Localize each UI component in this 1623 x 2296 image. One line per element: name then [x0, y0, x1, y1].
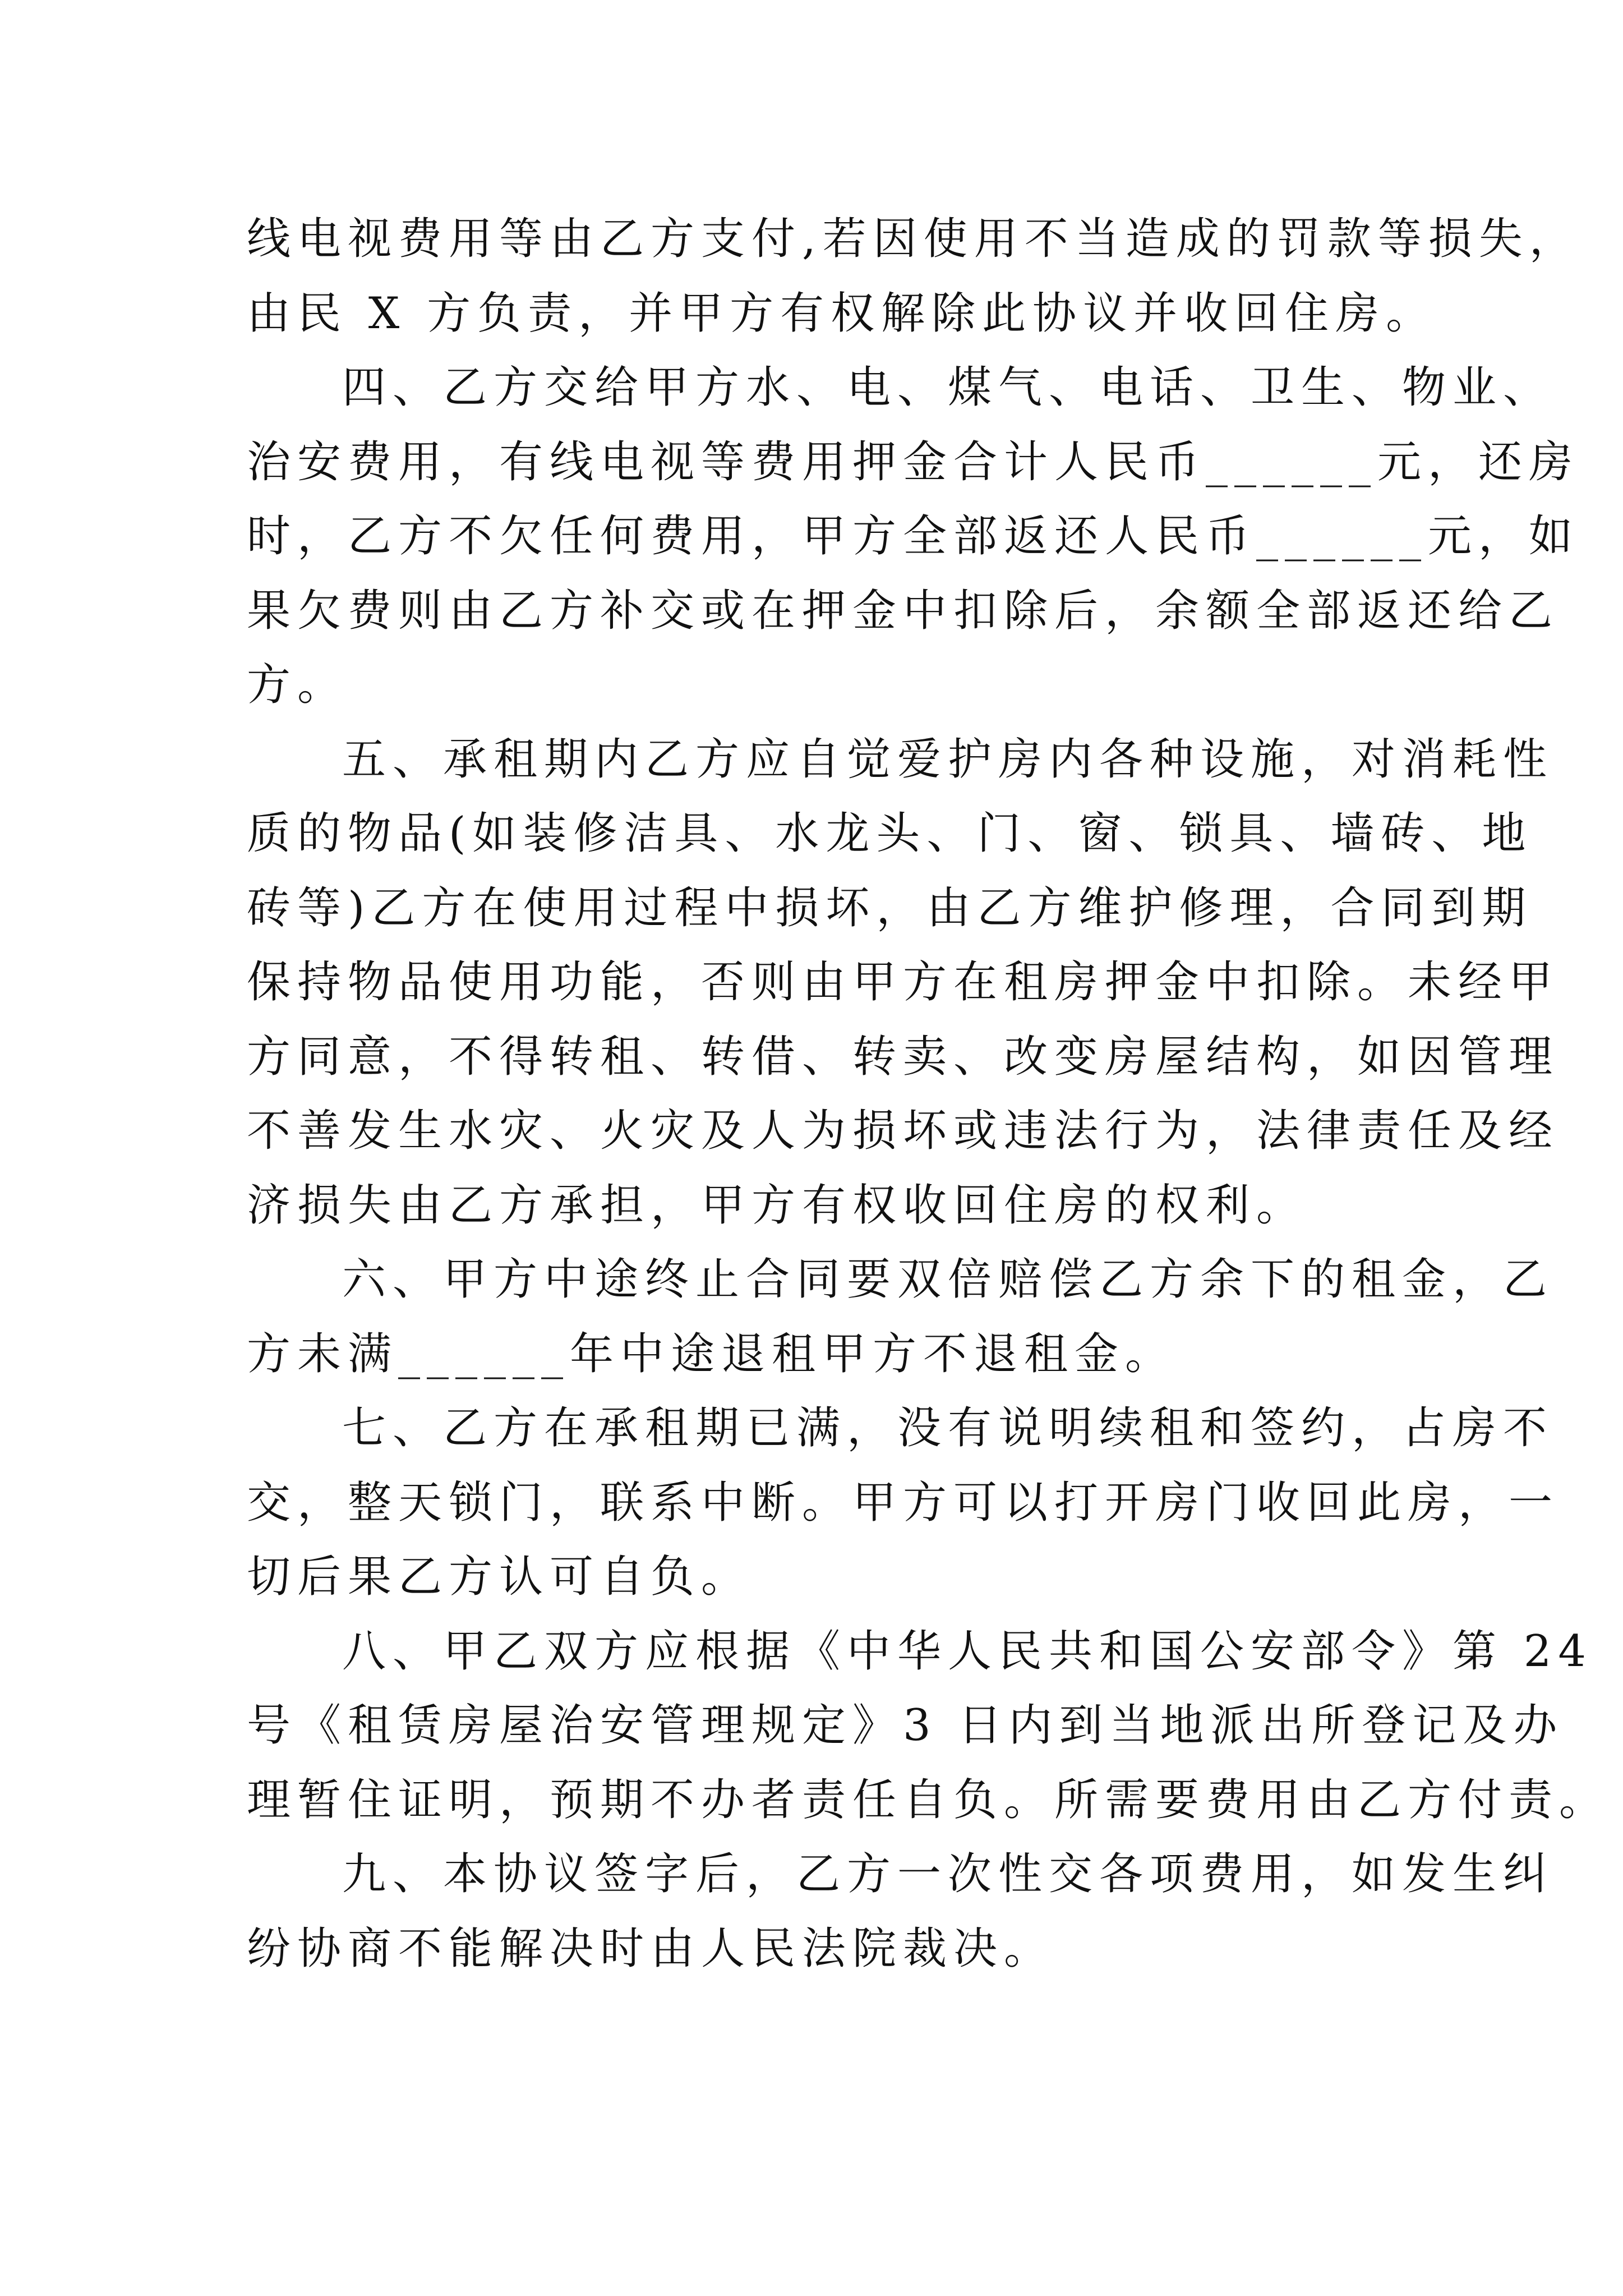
text-line: 砖等)乙方在使用过程中损坏，由乙方维护修理，合同到期 — [247, 882, 1533, 933]
clause-6-line: 六、甲方中途终止合同要双倍赔偿乙方余下的租金，乙 — [342, 1254, 1554, 1305]
clause-5-line: 五、承租期内乙方应自觉爱护房内各种设施，对消耗性 — [342, 734, 1554, 785]
clause-4-line: 四、乙方交给甲方水、电、煤气、电话、卫生、物业、 — [342, 362, 1554, 413]
text-line: 不善发生水灾、火灾及人为损坏或违法行为，法律责任及经 — [247, 1106, 1560, 1156]
text-line: 由民 X 方负责，并甲方有权解除此协议并收回住房。 — [247, 288, 1437, 339]
text-line: 治安费用，有线电视等费用押金合计人民币______元，还房 — [247, 436, 1580, 487]
text-line: 线电视费用等由乙方支付,若因使用不当造成的罚款等损失， — [247, 214, 1580, 264]
text-line: 理暂住证明，预期不办者责任自负。所需要费用由乙方付责。 — [247, 1774, 1610, 1825]
text-line: 保持物品使用功能，否则由甲方在租房押金中扣除。未经甲 — [247, 957, 1560, 1007]
text-line: 方。 — [247, 660, 348, 710]
text-line: 方未满______年中途退租甲方不退租金。 — [247, 1328, 1176, 1379]
text-line: 交，整天锁门，联系中断。甲方可以打开房门收回此房，一 — [247, 1477, 1560, 1528]
clause-9-line: 九、本协议签字后，乙方一次性交各项费用，如发生纠 — [342, 1849, 1554, 1899]
text-line: 济损失由乙方承担，甲方有权收回住房的权利。 — [247, 1180, 1307, 1231]
text-line: 果欠费则由乙方补交或在押金中扣除后，余额全部返还给乙 — [247, 585, 1560, 636]
contract-body — [247, 202, 1610, 1986]
text-line: 号《租赁房屋治安管理规定》3 日内到当地派出所登记及办 — [247, 1700, 1564, 1751]
clause-8-line: 八、甲乙双方应根据《中华人民共和国公安部令》第 24 — [342, 1626, 1593, 1677]
text-line: 切后果乙方认可自负。 — [247, 1552, 752, 1602]
clause-7-line: 七、乙方在承租期已满，没有说明续租和签约，占房不 — [342, 1403, 1554, 1453]
text-line: 纷协商不能解决时由人民法院裁决。 — [247, 1923, 1055, 1974]
text-line: 方同意，不得转租、转借、转卖、改变房屋结构，如因管理 — [247, 1031, 1560, 1082]
text-line: 质的物品(如装修洁具、水龙头、门、窗、锁具、墙砖、地 — [247, 808, 1533, 859]
text-line: 时，乙方不欠任何费用，甲方全部返还人民币______元，如 — [247, 511, 1580, 562]
